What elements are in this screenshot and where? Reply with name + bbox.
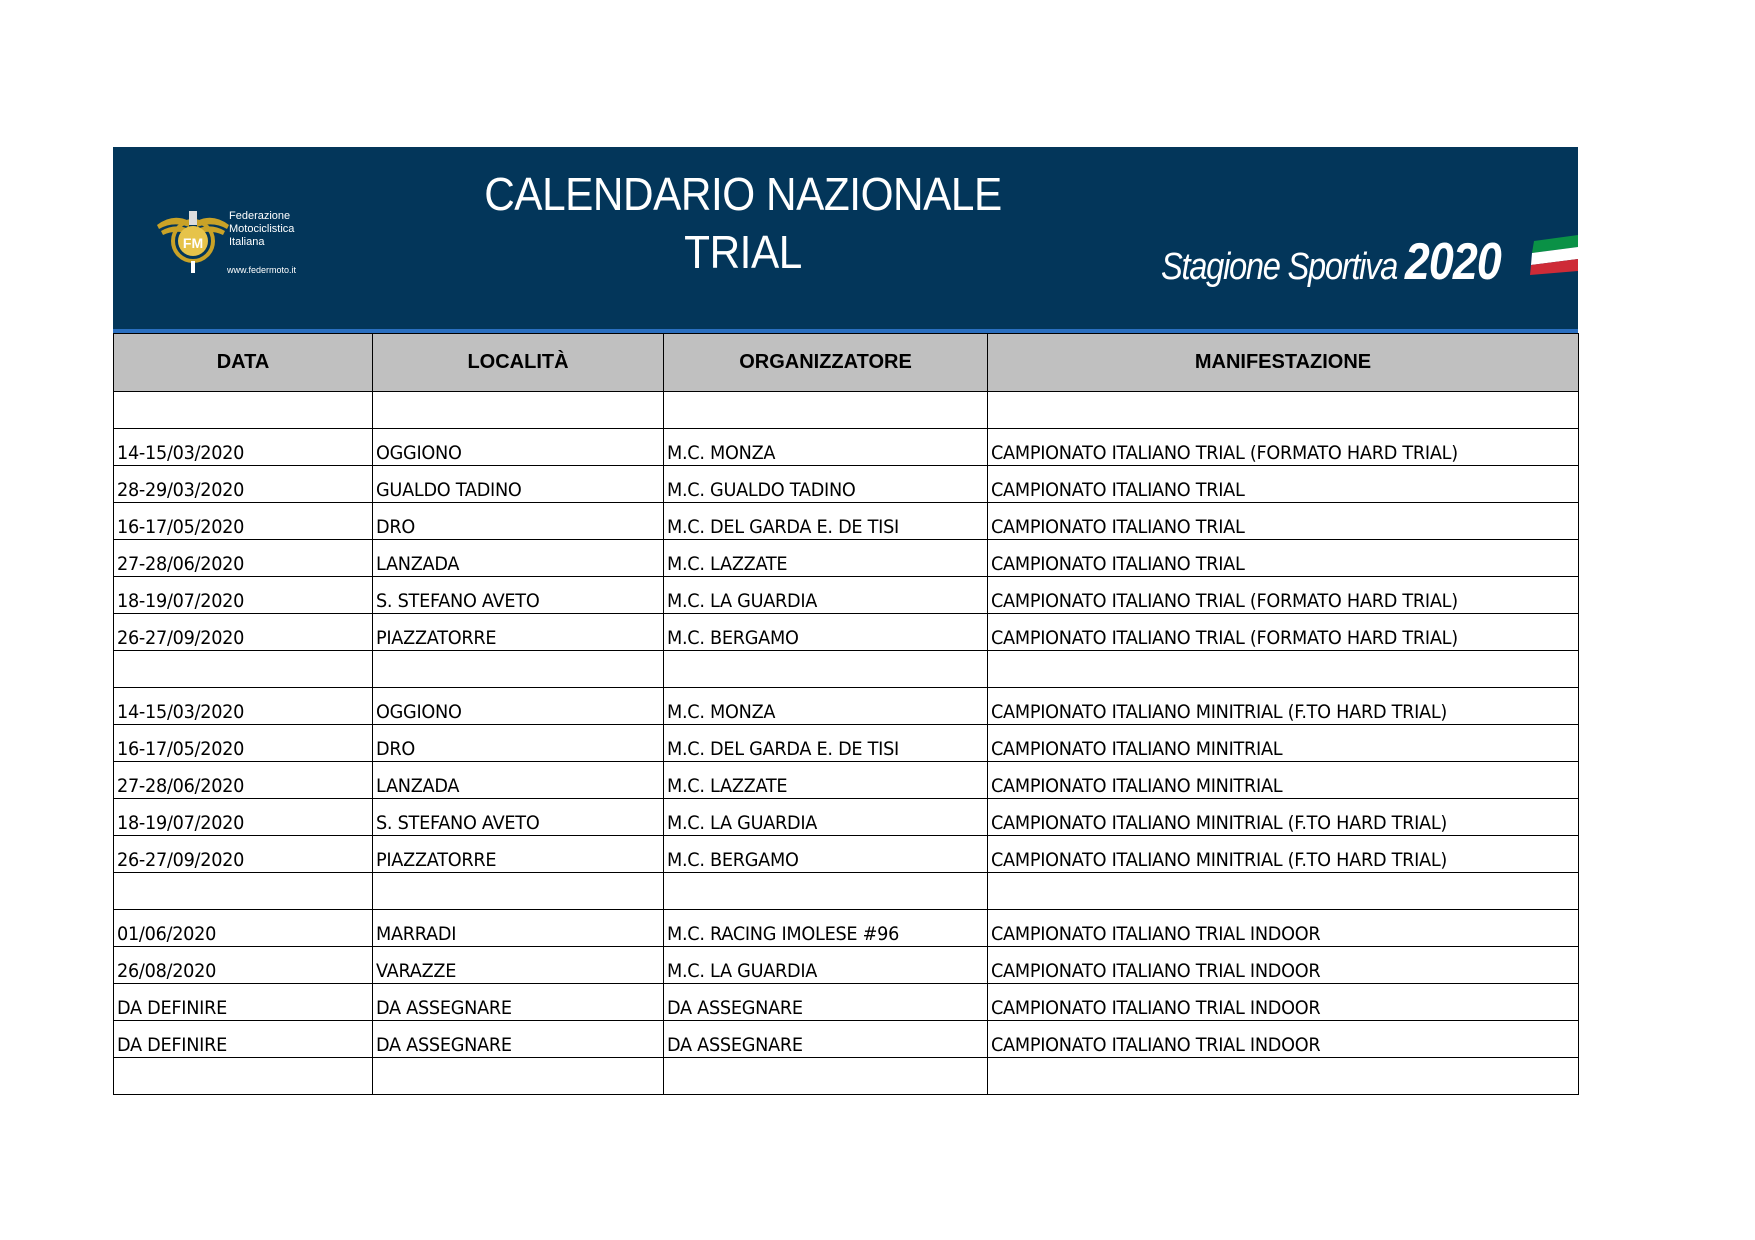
- date-cell: [114, 503, 373, 540]
- location-cell-text: DA ASSEGNARE: [376, 1034, 512, 1056]
- location-cell: [373, 725, 664, 762]
- event-cell: [988, 651, 1579, 688]
- event-cell-text: CAMPIONATO ITALIANO TRIAL INDOOR: [991, 1034, 1321, 1056]
- location-cell-text: DRO: [376, 738, 415, 760]
- event-cell: [988, 466, 1579, 503]
- calendar-table: [113, 333, 1579, 1095]
- location-cell: [373, 577, 664, 614]
- event-cell: [988, 1021, 1579, 1058]
- location-cell-text: PIAZZATORRE: [376, 627, 497, 649]
- calendar-sheet: [113, 147, 1578, 1095]
- event-cell: [988, 725, 1579, 762]
- organizer-cell: [664, 1058, 988, 1095]
- organizer-cell-text: M.C. LAZZATE: [667, 553, 788, 575]
- date-cell-text: 26-27/09/2020: [117, 849, 245, 871]
- event-cell: [988, 873, 1579, 910]
- column-header-data: DATA: [114, 334, 373, 392]
- date-cell-text: 27-28/06/2020: [117, 775, 245, 797]
- event-cell-text: CAMPIONATO ITALIANO TRIAL INDOOR: [991, 997, 1321, 1019]
- event-cell: [988, 688, 1579, 725]
- event-cell: [988, 614, 1579, 651]
- event-cell: [988, 799, 1579, 836]
- date-cell-text: DA DEFINIRE: [117, 1034, 227, 1056]
- table-row: [114, 799, 1579, 836]
- location-cell: [373, 688, 664, 725]
- location-cell-text: VARAZZE: [376, 960, 457, 982]
- event-cell-text: CAMPIONATO ITALIANO MINITRIAL (F.TO HARD TRIAL): [991, 849, 1448, 871]
- event-cell-text: CAMPIONATO ITALIANO TRIAL (FORMATO HARD TRIAL): [991, 627, 1458, 649]
- date-cell-text: DA DEFINIRE: [117, 997, 227, 1019]
- organizer-cell: [664, 688, 988, 725]
- event-cell: [988, 910, 1579, 947]
- date-cell: [114, 836, 373, 873]
- location-cell-text: LANZADA: [376, 775, 460, 797]
- organizer-cell-text: M.C. LAZZATE: [667, 775, 788, 797]
- location-cell: [373, 614, 664, 651]
- organizer-cell: [664, 910, 988, 947]
- organizer-cell-text: M.C. MONZA: [667, 442, 776, 464]
- event-cell: [988, 429, 1579, 466]
- table-row: [114, 910, 1579, 947]
- table-row: [114, 1058, 1579, 1095]
- organizer-cell-text: M.C. RACING IMOLESE #96: [667, 923, 900, 945]
- event-cell-text: CAMPIONATO ITALIANO MINITRIAL: [991, 775, 1283, 797]
- location-cell-text: OGGIONO: [376, 701, 462, 723]
- date-cell: [114, 984, 373, 1021]
- organizer-cell-text: DA ASSEGNARE: [667, 997, 803, 1019]
- organizer-cell-text: M.C. BERGAMO: [667, 627, 799, 649]
- table-row: [114, 577, 1579, 614]
- date-cell: [114, 651, 373, 688]
- organizer-cell: [664, 762, 988, 799]
- svg-text:FM: FM: [182, 235, 204, 251]
- table-row: [114, 540, 1579, 577]
- table-row: [114, 503, 1579, 540]
- event-cell-text: CAMPIONATO ITALIANO TRIAL (FORMATO HARD TRIAL): [991, 590, 1458, 612]
- event-cell: [988, 577, 1579, 614]
- table-row: [114, 762, 1579, 799]
- date-cell: [114, 577, 373, 614]
- location-cell: [373, 836, 664, 873]
- table-row: [114, 725, 1579, 762]
- title-line-2: TRIAL: [684, 226, 802, 278]
- location-cell: [373, 392, 664, 429]
- date-cell-text: 26/08/2020: [117, 960, 217, 982]
- event-cell-text: CAMPIONATO ITALIANO MINITRIAL (F.TO HARD TRIAL): [991, 812, 1448, 834]
- organizer-cell-text: M.C. GUALDO TADINO: [667, 479, 856, 501]
- event-cell: [988, 762, 1579, 799]
- location-cell-text: S. STEFANO AVETO: [376, 812, 540, 834]
- event-cell-text: CAMPIONATO ITALIANO MINITRIAL (F.TO HARD TRIAL): [991, 701, 1448, 723]
- organizer-cell-text: DA ASSEGNARE: [667, 1034, 803, 1056]
- location-cell: [373, 910, 664, 947]
- location-cell: [373, 799, 664, 836]
- event-cell-text: CAMPIONATO ITALIANO TRIAL INDOOR: [991, 960, 1321, 982]
- date-cell-text: 28-29/03/2020: [117, 479, 245, 501]
- location-cell: [373, 947, 664, 984]
- event-cell: [988, 1058, 1579, 1095]
- organizer-cell: [664, 540, 988, 577]
- table-row: [114, 1021, 1579, 1058]
- location-cell-text: OGGIONO: [376, 442, 462, 464]
- table-row: [114, 392, 1579, 429]
- organizer-cell: [664, 725, 988, 762]
- event-cell: [988, 836, 1579, 873]
- header-banner: [113, 147, 1578, 333]
- organizer-cell: [664, 503, 988, 540]
- date-cell-text: 01/06/2020: [117, 923, 217, 945]
- organizer-cell: [664, 392, 988, 429]
- date-cell: [114, 540, 373, 577]
- event-cell-text: CAMPIONATO ITALIANO TRIAL: [991, 553, 1245, 575]
- event-cell-text: CAMPIONATO ITALIANO MINITRIAL: [991, 738, 1283, 760]
- event-cell-text: CAMPIONATO ITALIANO TRIAL INDOOR: [991, 923, 1321, 945]
- date-cell: [114, 910, 373, 947]
- organizer-cell-text: M.C. DEL GARDA E. DE TISI: [667, 738, 899, 760]
- location-cell: [373, 984, 664, 1021]
- page-title: [467, 165, 1019, 281]
- organizer-cell: [664, 429, 988, 466]
- event-cell: [988, 503, 1579, 540]
- date-cell: [114, 725, 373, 762]
- location-cell-text: DA ASSEGNARE: [376, 997, 512, 1019]
- season-label: [1161, 232, 1501, 292]
- date-cell-text: 14-15/03/2020: [117, 442, 245, 464]
- table-row: [114, 614, 1579, 651]
- date-cell-text: 18-19/07/2020: [117, 812, 245, 834]
- location-cell: [373, 540, 664, 577]
- date-cell-text: 16-17/05/2020: [117, 738, 245, 760]
- event-cell-text: CAMPIONATO ITALIANO TRIAL (FORMATO HARD TRIAL): [991, 442, 1458, 464]
- title-line-1: CALENDARIO NAZIONALE: [484, 168, 1002, 220]
- table-row: [114, 429, 1579, 466]
- date-cell: [114, 614, 373, 651]
- organizer-cell-text: M.C. LA GUARDIA: [667, 812, 818, 834]
- logo-url: www.federmoto.it: [227, 265, 297, 275]
- location-cell: [373, 873, 664, 910]
- event-cell: [988, 392, 1579, 429]
- table-body: [114, 392, 1579, 1095]
- season-text: Stagione Sportiva: [1161, 246, 1398, 288]
- organizer-cell: [664, 614, 988, 651]
- logo-text: Federazione Motociclistica Italiana: [229, 210, 295, 248]
- organizer-cell-text: M.C. LA GUARDIA: [667, 960, 818, 982]
- event-cell: [988, 984, 1579, 1021]
- date-cell: [114, 392, 373, 429]
- location-cell: [373, 503, 664, 540]
- organizer-cell: [664, 1021, 988, 1058]
- organizer-cell: [664, 466, 988, 503]
- date-cell-text: 18-19/07/2020: [117, 590, 245, 612]
- column-header-organizzatore: ORGANIZZATORE: [664, 334, 988, 392]
- date-cell-text: 27-28/06/2020: [117, 553, 245, 575]
- location-cell-text: GUALDO TADINO: [376, 479, 522, 501]
- date-cell: [114, 1021, 373, 1058]
- location-cell: [373, 1021, 664, 1058]
- organizer-cell: [664, 799, 988, 836]
- location-cell: [373, 651, 664, 688]
- date-cell: [114, 688, 373, 725]
- column-header-manifestazione: MANIFESTAZIONE: [988, 334, 1579, 392]
- organizer-cell-text: M.C. DEL GARDA E. DE TISI: [667, 516, 899, 538]
- event-cell: [988, 947, 1579, 984]
- location-cell: [373, 762, 664, 799]
- table-row: [114, 984, 1579, 1021]
- location-cell-text: DRO: [376, 516, 415, 538]
- date-cell-text: 16-17/05/2020: [117, 516, 245, 538]
- event-cell: [988, 540, 1579, 577]
- date-cell: [114, 799, 373, 836]
- location-cell: [373, 466, 664, 503]
- table-row: [114, 651, 1579, 688]
- table-row: [114, 466, 1579, 503]
- organizer-cell: [664, 984, 988, 1021]
- location-cell-text: S. STEFANO AVETO: [376, 590, 540, 612]
- organizer-cell-text: M.C. MONZA: [667, 701, 776, 723]
- table-row: [114, 873, 1579, 910]
- location-cell: [373, 1058, 664, 1095]
- organizer-cell-text: M.C. BERGAMO: [667, 849, 799, 871]
- event-cell-text: CAMPIONATO ITALIANO TRIAL: [991, 516, 1245, 538]
- table-row: [114, 836, 1579, 873]
- date-cell: [114, 429, 373, 466]
- column-header-localita: LOCALITÀ: [373, 334, 664, 392]
- date-cell: [114, 873, 373, 910]
- location-cell-text: LANZADA: [376, 553, 460, 575]
- date-cell-text: 26-27/09/2020: [117, 627, 245, 649]
- organizer-cell: [664, 836, 988, 873]
- location-cell-text: MARRADI: [376, 923, 457, 945]
- location-cell: [373, 429, 664, 466]
- date-cell: [114, 1058, 373, 1095]
- season-year: 2020: [1404, 233, 1501, 291]
- organizer-cell: [664, 947, 988, 984]
- table-row: [114, 688, 1579, 725]
- organizer-cell: [664, 873, 988, 910]
- date-cell-text: 14-15/03/2020: [117, 701, 245, 723]
- date-cell: [114, 947, 373, 984]
- date-cell: [114, 466, 373, 503]
- organizer-cell: [664, 577, 988, 614]
- organizer-cell-text: M.C. LA GUARDIA: [667, 590, 818, 612]
- date-cell: [114, 762, 373, 799]
- location-cell-text: PIAZZATORRE: [376, 849, 497, 871]
- header-row: [114, 334, 1579, 392]
- italian-flag-icon: [1528, 235, 1578, 275]
- event-cell-text: CAMPIONATO ITALIANO TRIAL: [991, 479, 1245, 501]
- organizer-cell: [664, 651, 988, 688]
- table-row: [114, 947, 1579, 984]
